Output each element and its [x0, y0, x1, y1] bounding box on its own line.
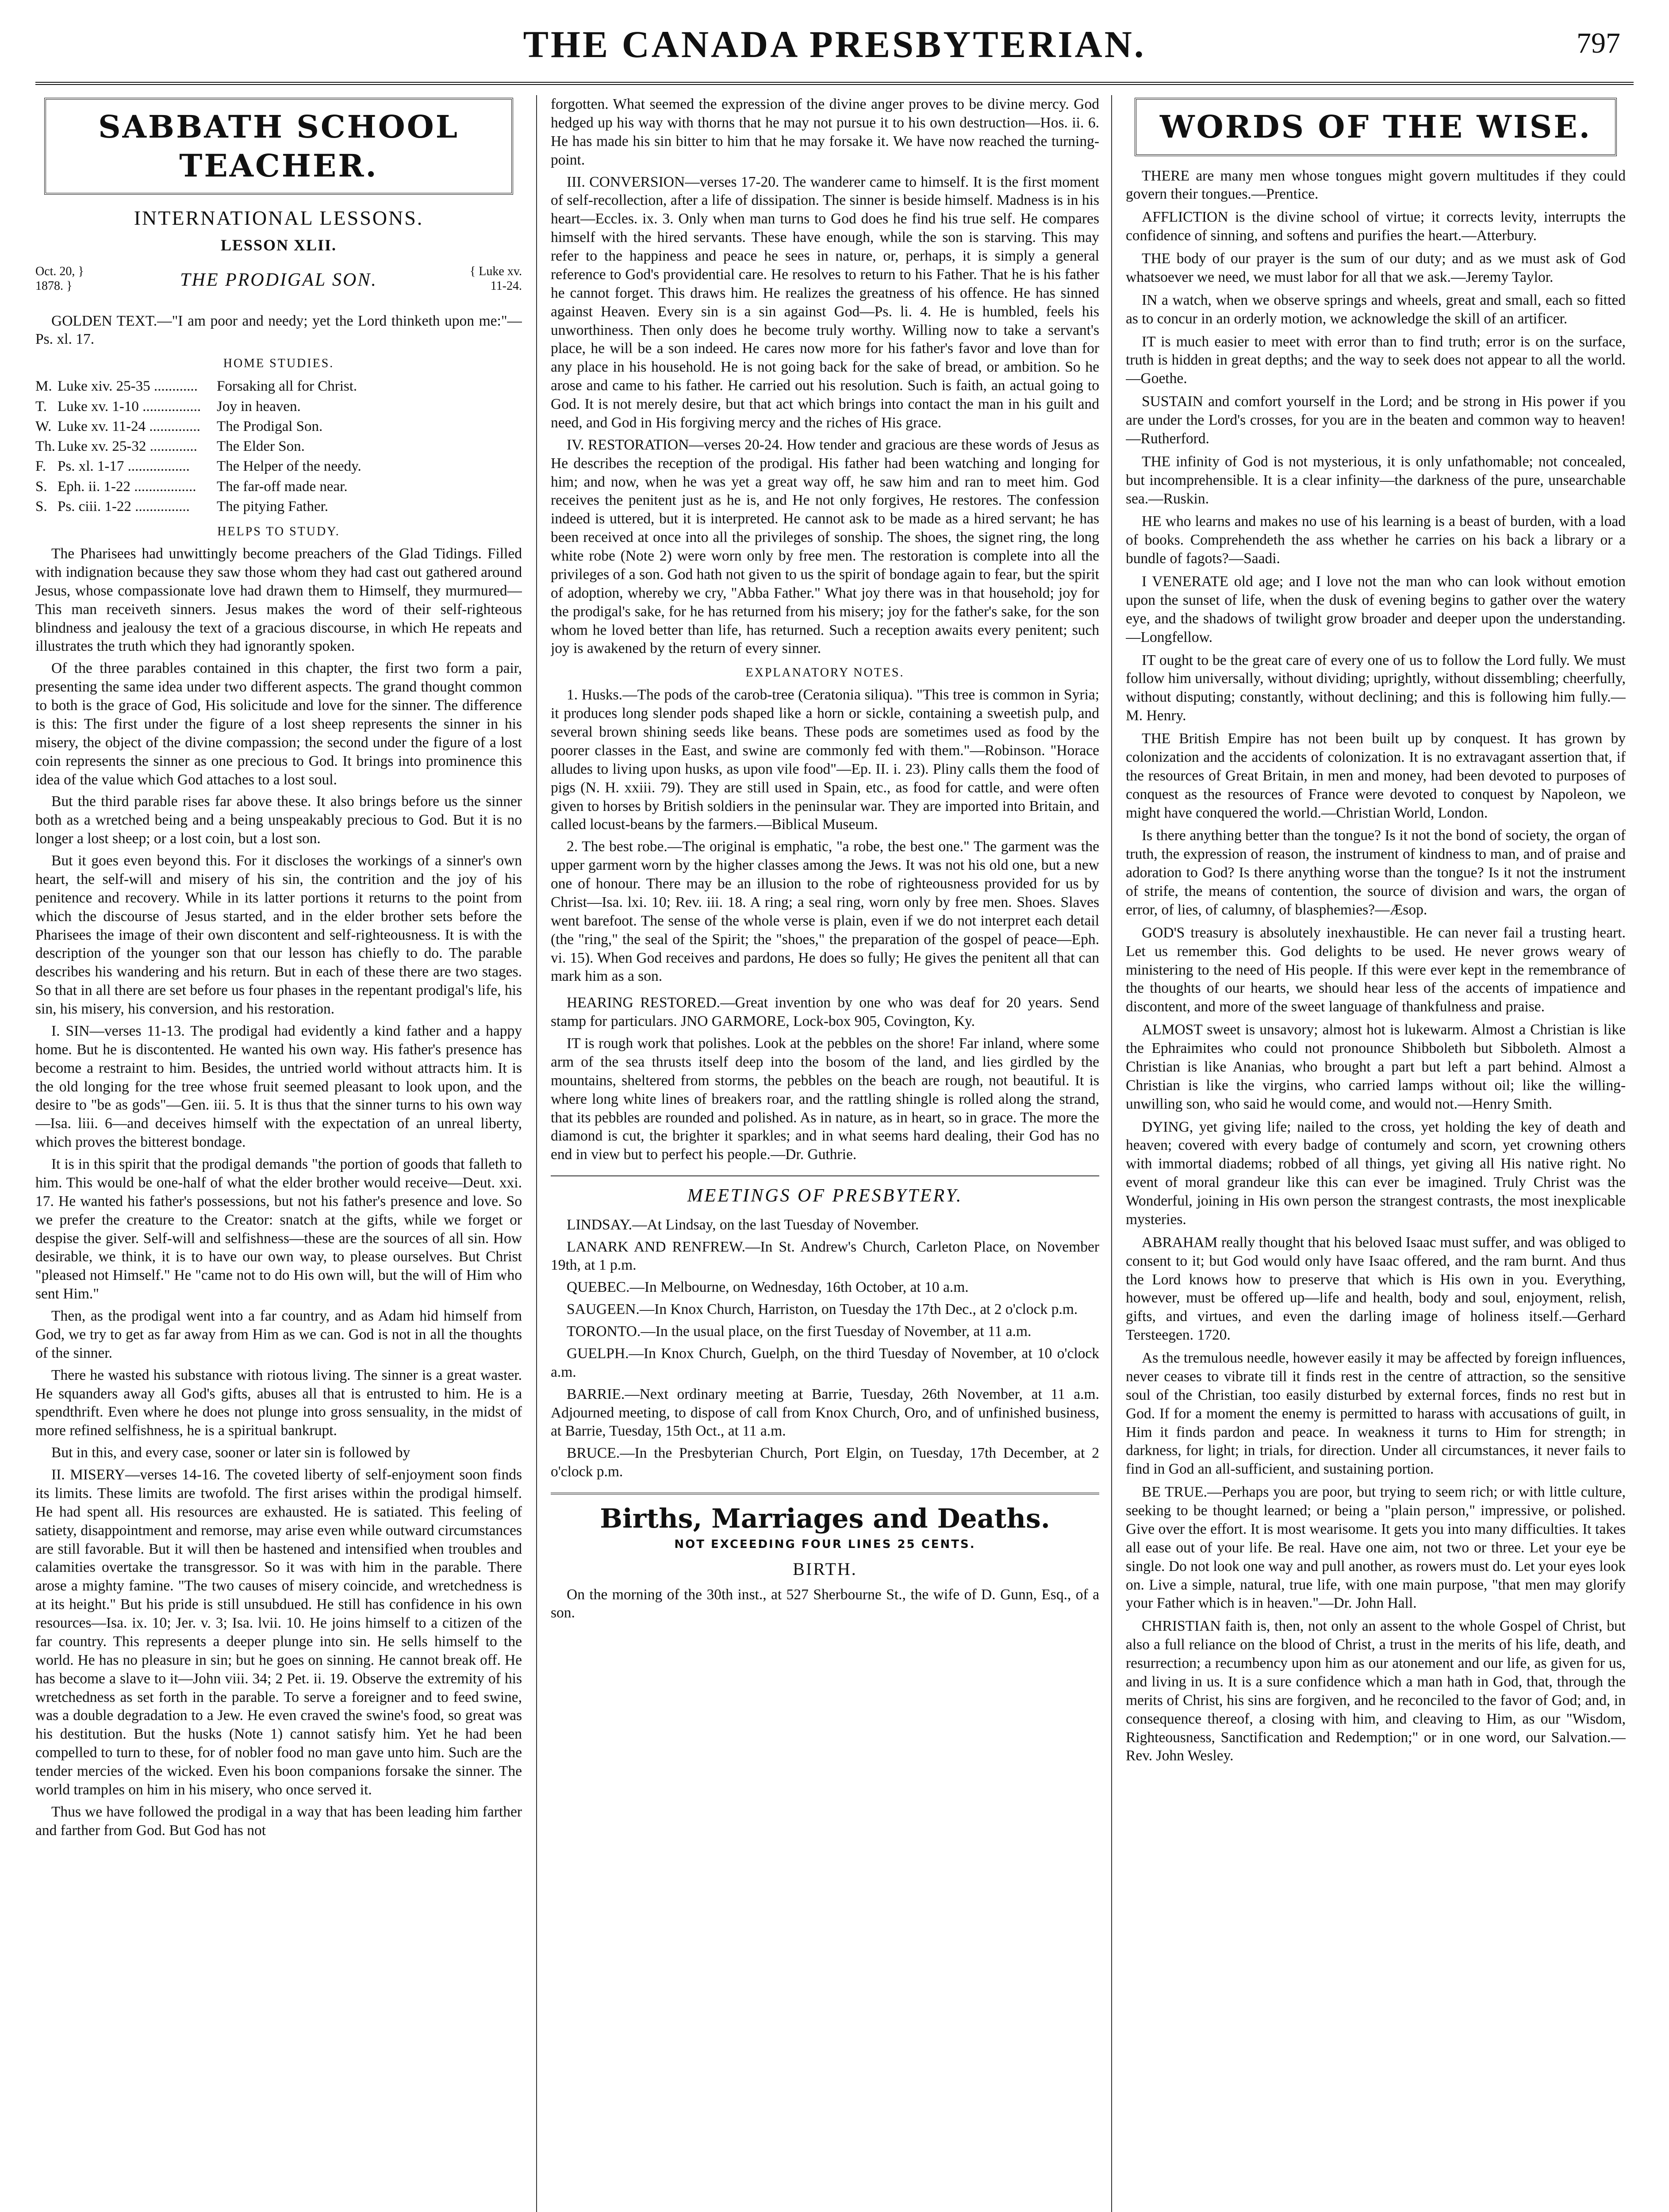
lesson-paragraph: There he wasted his substance with riotous living. The sinner is a great waster. He squanders away all God's gifts, abuses all that is entrusted to him. He is a spendthrift. Even where he does not plunge into gross sensuality, in the midst of more refined selfishness, he is a spiritual bankrupt.	[35, 1367, 522, 1439]
presbytery-meeting: BRUCE.—In the Presbyterian Church, Port Elgin, on Tuesday, 17th December, at 2 o'clock p.m.	[551, 1445, 1099, 1480]
presbytery-meeting: SAUGEEN.—In Knox Church, Harriston, on Tuesday the 17th Dec., at 2 o'clock p.m.	[567, 1301, 1078, 1318]
column-divider	[536, 95, 537, 2212]
study-day: T.	[35, 398, 47, 415]
study-ref: Luke xv. 11-24 ..............	[58, 418, 200, 434]
wise-quote: IT is much easier to meet with error than to find truth; error is on the surface, truth is hidden in great depths; and the way to seek does not appear to all the world.—Goethe.	[1126, 333, 1626, 387]
lesson-date-line: 1878. }	[35, 279, 73, 293]
study-ref: Luke xv. 25-32 .............	[58, 438, 197, 454]
wise-quote: IN a watch, when we observe springs and wheels, great and small, each so fitted as to concur in an orderly motion, we acknowledge the skill of an artificer.	[1126, 292, 1626, 327]
table-row	[35, 397, 522, 417]
births-marriages-deaths-heading: Births, Marriages and Deaths.	[551, 1493, 1099, 1536]
study-day: Th.	[35, 438, 55, 454]
column-divider	[1111, 95, 1112, 2212]
lesson-paragraph: It is in this spirit that the prodigal demands "the portion of goods that falleth to him. This would be one-half of what the elder brother would receive—Deut. xxi. 17. He wanted his father's possessions, but not his father's presence and love. So we prefer the creature to the Creator: snatch at the gifts, while we forget or despise the giver. Self-will and selfishness—these are the sources of all sin. How desirable, we think, it is to have our own way, to please ourselves. But Christ "pleased not Himself." He "came not to do His own will, but the will of Him who sent Him."	[35, 1156, 522, 1302]
study-day: S.	[35, 498, 47, 515]
wise-quote: THERE are many men whose tongues might govern multitudes if they could govern their tongues.—Prentice.	[1126, 167, 1626, 203]
lesson-paragraph: But the third parable rises far above these. It also brings before us the sinner both as a wretched being and a being unspeakably precious to God. But it is no longer a lost sheep; or a lost coin, but a lost son.	[35, 793, 522, 847]
table-row	[35, 497, 522, 517]
column-words-of-the-wise	[1126, 95, 1626, 2212]
study-ref: Luke xv. 1-10 ................	[58, 398, 201, 415]
wise-quote: THE infinity of God is not mysterious, it is only unfathomable; not concealed, but incomprehensible. It is a clear infinity—the darkness of the pure, unsearchable sea.—Ruskin.	[1126, 453, 1626, 507]
study-topic: Joy in heaven.	[217, 398, 301, 415]
column-lesson-continued	[551, 95, 1099, 2212]
lesson-title-row	[35, 262, 522, 300]
home-studies-table	[35, 376, 522, 517]
presbytery-meeting: LANARK AND RENFREW.—In St. Andrew's Church, Carleton Place, on November 19th, at 1 p.m.	[551, 1238, 1099, 1274]
table-row	[35, 457, 522, 476]
presbytery-meeting: BARRIE.—Next ordinary meeting at Barrie, Tuesday, 26th November, at 11 a.m. Adjourned meeting, to dispose of call from Knox Church, Oro, and of unfinished business, at Barrie, Tuesday, 15th Oct., at 11 a.m.	[551, 1386, 1099, 1440]
wise-quote: DYING, yet giving life; nailed to the cross, yet holding the key of death and heaven; covered with every badge of contumely and scorn, yet crowning others with immortal diadems; robbed of all things, yet giving all His native right. No event of moral grandeur like this can ever be imagined. Truly Christ was the Wonderful, joining in His own person the strangest contrasts, the most inexplicable mysteries.	[1126, 1118, 1626, 1228]
wise-quote: ALMOST sweet is unsavory; almost hot is lukewarm. Almost a Christian is like the Ephraimites who could not pronounce Shibboleth but Sibboleth. Almost a Christian is like Ananias, who brought a part but left a part behind. Almost a Christian is like the virgins, who carried lamps without oil; like the willing-unwilling son, who said he would come, and would not.—Henry Smith.	[1126, 1022, 1626, 1112]
explanatory-note: 1. Husks.—The pods of the carob-tree (Ceratonia siliqua). "This tree is common in Syria; it produces long slender pods shaped like a horn or sickle, containing a sweetish pulp, and several brown shining seeds like beans. These pods are sometimes used as food by the poorer classes in the East, and swine are commonly fed with them."—Robinson. "Horace alludes to living upon husks, as upon vile food"—Ep. II. i. 23). Pliny calls them the food of pigs (N. H. xxiii. 79). They are still used in Spain, etc., as food for cattle, and were often given to horses by British soldiers in the peninsular war. They are imported into Britain, and called locust-beans by the farmers.—Biblical Museum.	[551, 687, 1099, 833]
study-ref: Eph. ii. 1-22 .................	[58, 478, 196, 495]
study-day: S.	[35, 478, 47, 495]
wise-quote: Is there anything better than the tongue? Is it not the bond of society, the organ of truth, the expression of reason, the instrument of kindness to man, and of praise and adoration to God? Is there anything worse than the tongue? Is it not the instrument of strife, the means of contention, the source of division and wars, the organ of error, of lies, of calumny, of blasphemies?—Æsop.	[1126, 827, 1626, 918]
lesson-paragraph: But it goes even beyond this. For it discloses the workings of a sinner's own heart, the self-will and misery of his sin, the contrition and the joy of his penitence and recovery. While in its latter portions it returns to the point from which the discourse of Jesus started, and in the elder brother sets before the Pharisees the image of their own discontent and self-righteousness. It is with the description of the younger son that our lesson has chiefly to do. The parable describes his wandering and his return. But in each of these there are two stages. So that in all there are set before us four phases in the repentant prodigal's life, his sin, his misery, his conversion, and his restoration.	[35, 853, 522, 1017]
lesson-scripture-ref	[464, 264, 522, 294]
table-row	[35, 477, 522, 497]
wise-quote: BE TRUE.—Perhaps you are poor, but trying to seem rich; or with little culture, seeking to be thought learned; or being a "plain person," impressive, or polished. Give over the effort. It is most wearisome. It gets you into many difficulties. It takes all ease out of your life. Be real. Have one aim, not two or three. Let your eye be single. Do not look one way and pull another, as rowers must do. Let your eyes look on. Live a simple, natural, true life, with one main purpose, "that men may glorify your Father which is in heaven."—Dr. John Hall.	[1126, 1484, 1626, 1612]
study-day: F.	[35, 458, 46, 475]
study-topic: The far-off made near.	[217, 478, 348, 495]
wise-quote: THE British Empire has not been built up by conquest. It has grown by colonization and the accidents of colonization. It is no extravagant assertion that, if the resources of Great Britain, in men and money, had been devoted to purposes of conquest as the resources of France were devoted to conquest by Napoleon, we might have conquered the world.—Christian World, London.	[1126, 730, 1626, 821]
birth-notice: On the morning of the 30th inst., at 527 Sherbourne St., the wife of D. Gunn, Esq., of a son.	[551, 1586, 1099, 1621]
meetings-of-presbytery-heading: MEETINGS OF PRESBYTERY.	[551, 1175, 1099, 1208]
wise-quote: I VENERATE old age; and I love not the man who can look without emotion upon the sunset of life, when the dusk of evening begins to gather over the watery eye, and the shadows of twilight grow broader and deeper upon the understanding.—Longfellow.	[1126, 573, 1626, 645]
lesson-date-line: Oct. 20, }	[35, 264, 84, 278]
study-topic: The pitying Father.	[217, 498, 329, 515]
masthead-title: THE CANADA PRESBYTERIAN.	[523, 23, 1146, 65]
presbytery-meeting: GUELPH.—In Knox Church, Guelph, on the third Tuesday of November, at 10 o'clock a.m.	[551, 1345, 1099, 1380]
wise-quote: HE who learns and makes no use of his learning is a beast of burden, with a load of books. Comprehendeth the ass whether he carries on his back a library or a bundle of fagots?—Saadi.	[1126, 513, 1626, 567]
study-day: M.	[35, 378, 52, 395]
study-topic: Forsaking all for Christ.	[217, 378, 357, 395]
lesson-date	[35, 264, 93, 294]
birth-heading: BIRTH.	[793, 1559, 857, 1579]
lesson-paragraph: III. CONVERSION—verses 17-20. The wanderer came to himself. It is the first moment of self-recollection, after a life of dissipation. The sinner is beside himself. Madness is in his heart—Eccles. ix. 3. Only when man turns to God does he find his true self. He compares himself with the hired servants. These have enough, while the son is starving. This may refer to the happiness and peace he sees in nature, or, perhaps, it is simply a general reference to God's providential care. He resolves to return to his Father. That he is his father he cannot forget. This draws him. He realizes the greatness of his offence. He has sinned against Heaven. Every sin is a sin against God—Ps. li. 4. He is humbled, feels his unworthiness. Then only does he become truly worthy. Willing now to take a servant's place, he will be a son indeed. He cares now more for his father's favor and love than for any place in his household. He is not going back for the sake of bread, or ambition. So he arose and came to his father. He carried out his resolution. Such is faith, an actual going to God. It is not merely desire, but that act which brings into contact the man in his guilt and need, and God in His forgiving mercy and the riches of His grace.	[551, 173, 1099, 431]
section-heading-sabbath-school-teacher: SABBATH SCHOOL TEACHER.	[44, 98, 513, 195]
page-number: 797	[1577, 27, 1620, 59]
bmd-rate-note: NOT EXCEEDING FOUR LINES 25 CENTS.	[674, 1538, 976, 1551]
lesson-paragraph: Thus we have followed the prodigal in a way that has been leading him farther and farther from God. But God has not	[35, 1803, 522, 1839]
presbytery-meeting: LINDSAY.—At Lindsay, on the last Tuesday of November.	[567, 1216, 919, 1233]
lesson-paragraph: forgotten. What seemed the expression of the divine anger proves to be divine mercy. God hedged up his way with thorns that he may not pursue it to his own destruction—Hos. ii. 6. He has made his sin bitter to him that he may forsake it. We have now reached the turning-point.	[551, 96, 1099, 168]
masthead	[35, 18, 1634, 84]
study-topic: The Elder Son.	[217, 438, 305, 454]
lesson-paragraph: I. SIN—verses 11-13. The prodigal had evidently a kind father and a happy home. But he is discontented. He wanted his own way. His father's presence has become a restraint to him. Besides, the untried world without attracts him. It is the old longing for the tree whose fruit seemed pleasant to look upon, and the desire to "be as gods"—Gen. iii. 5. It is thus that the sinner turns to his own way—Isa. liii. 6—and deceives himself with the expectation of an unreal liberty, which proves the bitterest bondage.	[35, 1022, 522, 1151]
wise-quote: THE body of our prayer is the sum of our duty; and as we must ask of God whatsoever we need, we must labor for all that we ask.—Jeremy Taylor.	[1126, 250, 1626, 285]
lesson-paragraph: II. MISERY—verses 14-16. The coveted liberty of self-enjoyment soon finds its limits. These limits are twofold. The first arises within the prodigal himself. He had spent all. His resources are exhausted. He is satiated. This feeling of satiety, disappointment and remorse, may arise even while outward circumstances are still favorable. But it will then be hastened and intensified when troubles and calamities overtake the transgressor. So it was with him in the parable. There arose a mighty famine. "The two causes of misery coincide, and wretchedness is at its height." But his pride is still unsubdued. He still has confidence in his own resources—Isa. ix. 10; Jer. v. 3; Isa. lvii. 10. He joins himself to a citizen of the far country. This represents a deeper plunge into sin. He sells himself to the world. He has no pleasure in sin; but he goes on sinning. He cannot break off. He has become a slave to it—John viii. 34; 2 Pet. ii. 19. Observe the extremity of his wretchedness as set forth in the parable. To serve a foreigner and to feed swine, was a double degradation to a Jew. He even craved the swine's food, so great was his destitution. But the husks (Note 1) cannot satisfy him. Yet he had been compelled to turn to these, for of nobler food no man gave unto him. Such are the tender mercies of the wicked. Even his boon companions forsake the sinner. The world tramples on him in his misery, who once served it.	[35, 1467, 522, 1798]
table-row	[35, 376, 522, 396]
golden-text: GOLDEN TEXT.—"I am poor and needy; yet the Lord thinketh upon me:"—Ps. xl. 17.	[35, 312, 522, 348]
hearing-restored-ad: HEARING RESTORED.—Great invention by one who was deaf for 20 years. Send stamp for particulars. JNO GARMORE, Lock-box 905, Covington, Ky.	[551, 995, 1099, 1030]
helps-to-study-heading: HELPS TO STUDY.	[217, 525, 340, 538]
study-day: W.	[35, 418, 52, 434]
table-row	[35, 437, 522, 457]
section-heading-words-of-the-wise: WORDS OF THE WISE.	[1135, 98, 1617, 156]
pebbles-paragraph: IT is rough work that polishes. Look at the pebbles on the shore! Far inland, where some arm of the sea thrusts itself deep into the bosom of the land, and lies girdled by the mountains, sheltered from storms, the pebbles on the beach are rough, not beautiful. It is where long white lines of breakers roar, and the rattling shingle is rolled along the strand, that its pebbles are rounded and polished. As in nature, as in heart, so in grace. The more the diamond is cut, the brighter it sparkles; and in what seems hard dealing, their God has no end in view but to perfect his people.—Dr. Guthrie.	[551, 1035, 1099, 1163]
study-ref: Luke xiv. 25-35 ............	[58, 378, 198, 395]
study-topic: The Helper of the needy.	[217, 458, 361, 475]
wise-quote: CHRISTIAN faith is, then, not only an assent to the whole Gospel of Christ, but also a full reliance on the blood of Christ, a trust in the merits of his life, death, and resurrection; a recumbency upon him as our atonement and our life, as given for us, and living in us. It is a sure confidence which a man hath in God, that, through the merits of Christ, his sins are forgiven, and he reconciled to the favor of God; and, in consequence thereof, a closing with him, and cleaving to Him, as our "Wisdom, Righteousness, Sanctification and Redemption;" or in one word, our Salvation.—Rev. John Wesley.	[1126, 1618, 1626, 1764]
lesson-ref-line: { Luke xv.	[469, 264, 522, 278]
masthead-rule	[35, 82, 1634, 85]
wise-quote: GOD'S treasury is absolutely inexhaustible. He can never fail a trusting heart. Let us remember this. God delights to be used. He never grows weary of ministering to the need of His people. If this were ever kept in the remembrance of the thoughts of our hearts, we should hear less of the accents of impatience and discontent, and more of the sweet language of thankfulness and praise.	[1126, 924, 1626, 1015]
study-ref: Ps. ciii. 1-22 ...............	[58, 498, 190, 515]
wise-quote: IT ought to be the great care of every one of us to follow the Lord fully. We must follow him universally, without dividing; uprightly, without dissembling; cheerfully, without disputing; constantly, without declining; and this is following him fully.—M. Henry.	[1126, 652, 1626, 724]
table-row	[35, 417, 522, 437]
column-sabbath-school	[35, 95, 522, 2212]
wise-quote: As the tremulous needle, however easily it may be affected by foreign influences, never ceases to vibrate till it finds rest in the centre of attraction, so the sensitive soul of the Christian, too easily disturbed by external forces, finds no rest but in God. If for a moment the enemy is permitted to harass with accusations of guilt, in Him it finds pardon and peace. In weakness it turns to Him for strength; in darkness, for light; in trials, for direction. Under all circumstances, it never fails to find in God an all-sufficient, and sustaining portion.	[1126, 1350, 1626, 1478]
lesson-paragraph: Then, as the prodigal went into a far country, and as Adam hid himself from God, we try to get as far away from Him as we can. God is not in all the thoughts of the sinner.	[35, 1308, 522, 1361]
presbytery-meeting: TORONTO.—In the usual place, on the first Tuesday of November, at 11 a.m.	[567, 1323, 1032, 1340]
study-ref: Ps. xl. 1-17 .................	[58, 458, 190, 475]
study-topic: The Prodigal Son.	[217, 418, 323, 434]
lesson-paragraph: The Pharisees had unwittingly become preachers of the Glad Tidings. Filled with indignation because they saw those whom they had cast out gathered around Jesus, whose compassionate love had drawn them to Himself, they murmured—This man receiveth sinners. Jesus makes the word of their self-righteous blindness and jealousy the text of a gracious discourse, in which He repeats and illustrates the truth which they had ignorantly spoken.	[35, 545, 522, 655]
lesson-title: THE PRODIGAL SON.	[180, 269, 377, 290]
lesson-paragraph: But in this, and every case, sooner or later sin is followed by	[51, 1444, 411, 1461]
presbytery-meeting: QUEBEC.—In Melbourne, on Wednesday, 16th October, at 10 a.m.	[567, 1279, 969, 1296]
lesson-ref-line: 11-24.	[490, 279, 522, 293]
lesson-number: LESSON XLII.	[220, 236, 337, 254]
lesson-paragraph: Of the three parables contained in this chapter, the first two form a pair, presenting the same idea under two different aspects. The grand thought common to both is the grace of God, His solicitude and love for the sinner. The difference is this: The first under the figure of a lost sheep represents the sinner in his misery, the object of the divine compassion; the second under the figure of a lost coin represents the sinner as one precious to God. It brings into prominence this idea of the value which God attaches to a lost soul.	[35, 660, 522, 788]
wise-quote: ABRAHAM really thought that his beloved Isaac must suffer, and was obliged to consent to it; but God would only have Isaac offered, and the ram burnt. And thus the Lord knows how to preserve that which is His own in you. Everything, however, must be offered up—life and health, body and soul, enjoyment, relish, gifts, and virtues, and even the darling image of holiness itself.—Gerhard Tersteegen. 1720.	[1126, 1234, 1626, 1344]
explanatory-note: 2. The best robe.—The original is emphatic, "a robe, the best one." The garment was the upper garment worn by the higher classes among the Jews. It was not his old one, but a new one of honour. There may be an illusion to the robe of righteousness provided for us by Christ—Isa. lxi. 10; Rev. iii. 18. A ring; a seal ring, worn only by free men. Shoes. Slaves went barefoot. The sense of the whole verse is plain, even if we do not interpret each detail (the "ring," the seal of the Spirit; the "shoes," the preparation of the gospel of peace—Eph. vi. 15). When God receives and pardons, He does so fully; He gives the penitent all that can mark him as a son.	[551, 838, 1099, 985]
international-lessons-heading: INTERNATIONAL LESSONS.	[134, 207, 424, 229]
home-studies-heading: HOME STUDIES.	[223, 357, 334, 371]
lesson-paragraph: IV. RESTORATION—verses 20-24. How tender and gracious are these words of Jesus as He describes the reception of the prodigal. His father had been watching and longing for him; and now, when he was yet a great way off, he saw him and ran to meet him. God receives the penitent just as he is, and He not only forgives, He restores. The confession indeed is uttered, but it is interpreted. He cannot ask to be made as a hired servant; he has been received at once into all the privileges of sonship. The shoes, the signet ring, the long white robe (Note 2) were worn only by free men. The restoration is complete into all the privileges of a son. God hath not given to us the spirit of bondage again to fear, but the spirit of adoption, whereby we cry, "Abba Father." What joy there was in that household; joy for the prodigal's sake, for he has returned from his misery; joy for the father's sake, for the son whom he loved better than life, has returned. Such a reception awaits every penitent; such joy is awakened by the return of every sinner.	[551, 436, 1099, 657]
explanatory-notes-heading: EXPLANATORY NOTES.	[745, 666, 905, 680]
wise-quote: AFFLICTION is the divine school of virtue; it corrects levity, interrupts the confidence of sinning, and softens and purifies the heart.—Atterbury.	[1126, 209, 1626, 244]
wise-quote: SUSTAIN and comfort yourself in the Lord; and be strong in His power if you are under the Lord's crosses, for you are in the beaten and common way to heaven!—Rutherford.	[1126, 393, 1626, 447]
